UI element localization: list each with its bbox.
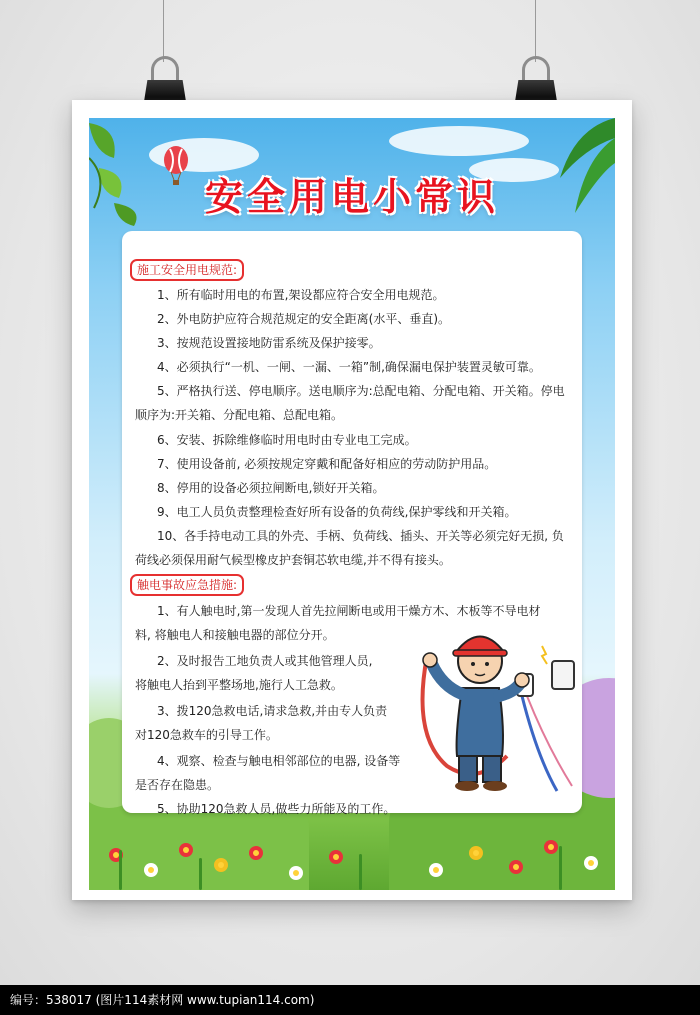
emergency-line: 3、拨120急救电话,请求急救,并由专人负责 (157, 704, 388, 718)
emergency-line: 是否存在隐患。 (135, 778, 220, 792)
poster-scene (89, 118, 615, 890)
rule-line: 顺序为:开关箱、分配电箱、总配电箱。 (135, 408, 344, 422)
flower-icon (249, 846, 263, 860)
rule-line: 荷线必须保用耐气候型橡皮护套铜芯软电缆,并不得有接头。 (135, 553, 451, 567)
poster (72, 100, 632, 900)
rule-line: 9、电工人员负责整理检查好所有设备的负荷线,保护零线和开关箱。 (157, 505, 517, 519)
emergency-line: 5、协助120急救人员,做些力所能及的工作。 (157, 802, 396, 816)
rule-line: 5、严格执行送、停电顺序。送电顺序为:总配电箱、分配电箱、开关箱。停电 (157, 384, 565, 398)
grass-blade (359, 854, 362, 890)
grass-blade (119, 850, 122, 890)
content-panel (122, 231, 582, 816)
flower-icon (544, 840, 558, 854)
flower-icon (289, 866, 303, 880)
emergency-line: 2、及时报告工地负责人或其他管理人员, (157, 654, 373, 668)
emergency-line: 将触电人抬到平整场地,施行人工急救。 (135, 678, 343, 692)
emergency-line: 对120急救车的引导工作。 (135, 728, 278, 742)
flower-icon (214, 858, 228, 872)
grass-blade (199, 858, 202, 890)
flower-icon (144, 863, 158, 877)
footer-bar (0, 985, 700, 1015)
hanging-wire-right (535, 0, 536, 62)
rule-line: 8、停用的设备必须拉闸断电,锁好开关箱。 (157, 481, 385, 495)
hanging-wire-left (163, 0, 164, 62)
rule-line: 1、所有临时用电的布置,架设都应符合安全用电规范。 (157, 288, 445, 302)
section-heading-construction: 施工安全用电规范: (130, 259, 244, 281)
electrician-illustration (407, 616, 577, 796)
flower-icon (584, 856, 598, 870)
emergency-line: 料, 将触电人和接触电器的部位分开。 (135, 628, 335, 642)
rule-line: 3、按规范设置接地防雷系统及保护接零。 (157, 336, 381, 350)
flower-icon (329, 850, 343, 864)
flower-icon (469, 846, 483, 860)
grass-blade (559, 846, 562, 890)
flower-icon (509, 860, 523, 874)
rule-line: 4、必须执行“一机、一闸、一漏、一箱”制,确保漏电保护装置灵敏可靠。 (157, 360, 541, 374)
section-heading-emergency: 触电事故应急措施: (130, 574, 244, 596)
flower-icon (179, 843, 193, 857)
rule-line: 7、使用设备前, 必须按规定穿戴和配备好相应的劳动防护用品。 (157, 457, 497, 471)
emergency-line: 4、观察、检查与触电相邻部位的电器, 设备等 (157, 754, 401, 768)
flower-icon (429, 863, 443, 877)
rule-line: 6、安装、拆除维修临时用电时由专业电工完成。 (157, 433, 417, 447)
footer-text: 编号：538017 (图片114素材网 www.tupian114.com) (10, 993, 315, 1007)
rule-line: 2、外电防护应符合规范规定的安全距离(水平、垂直)。 (157, 312, 451, 326)
emergency-line: 1、有人触电时,第一发现人首先拉闸断电或用干燥方木、木板等不导电材 (157, 604, 541, 618)
rule-line: 10、各手持电动工具的外壳、手柄、负荷线、插头、开关等必须完好无损, 负 (157, 529, 564, 543)
cloud (389, 126, 529, 156)
poster-title: 安全用电小常识 (204, 175, 499, 219)
